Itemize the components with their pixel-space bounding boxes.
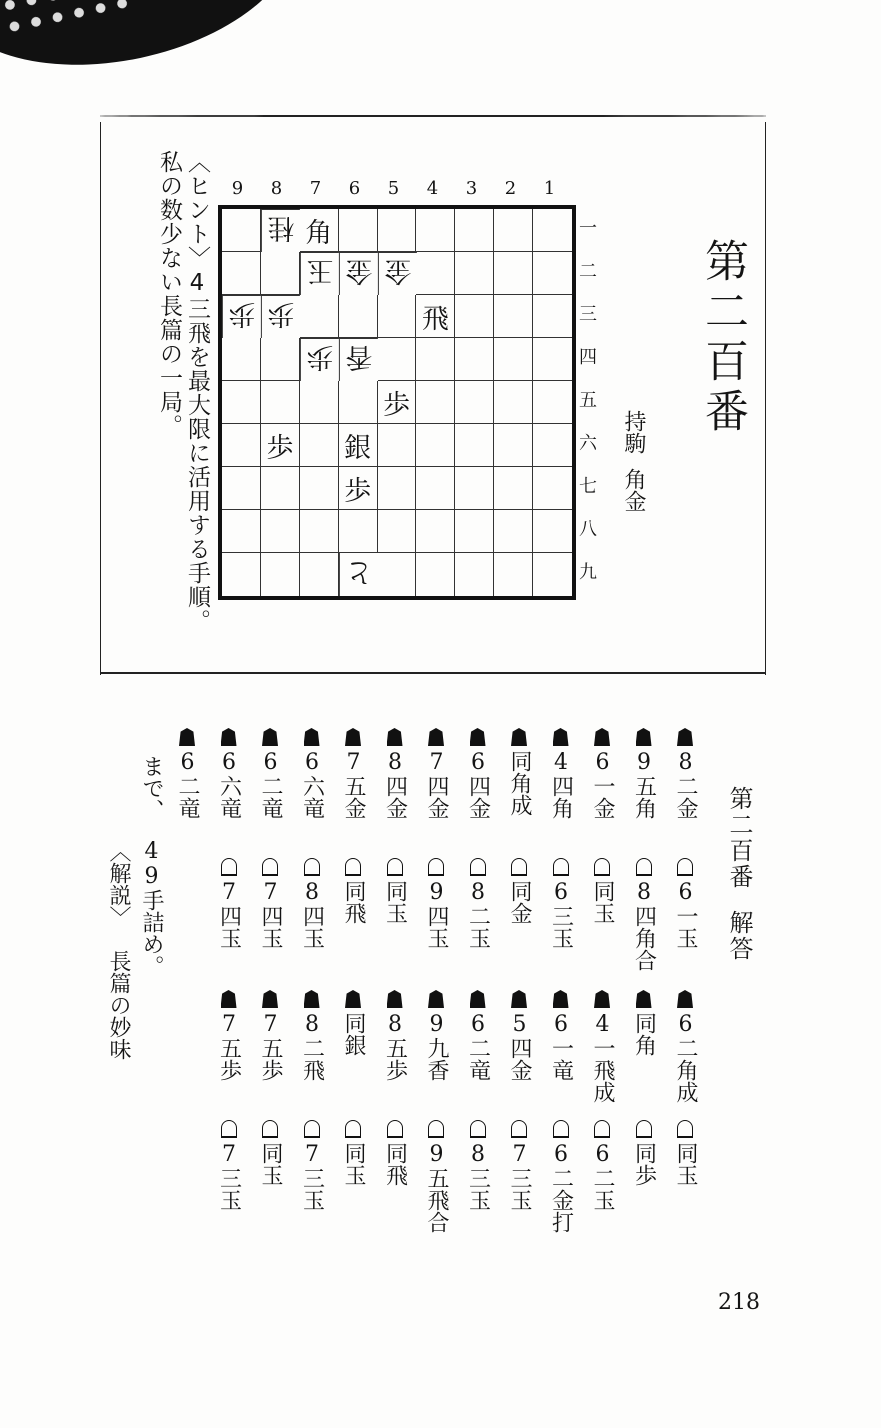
move-notation: 同玉 — [673, 1142, 698, 1186]
gote-move — [504, 1120, 534, 1219]
gote-piece-icon — [345, 1120, 361, 1138]
gote-move — [670, 1120, 700, 1194]
sente-move — [338, 990, 368, 1064]
board-square — [339, 510, 378, 553]
sente-move — [463, 728, 493, 827]
move-notation: 6二玉 — [590, 1142, 615, 1211]
gote-piece-icon — [553, 858, 569, 876]
move-notation: 5四金 — [507, 1012, 532, 1081]
sente-move — [297, 990, 327, 1089]
board-square — [378, 295, 417, 338]
move-notation: 9四玉 — [424, 880, 449, 949]
board-square — [261, 381, 300, 424]
gote-piece-icon — [262, 858, 278, 876]
move-notation: 7四玉 — [216, 880, 242, 949]
sente-piece-icon — [636, 990, 652, 1008]
hint-line-2: 私の数少ない長篇の一局。 — [156, 150, 182, 438]
sente-piece-icon — [677, 728, 693, 746]
conclusion-part-1: まで、 — [139, 755, 164, 821]
move-notation: 同銀 — [341, 1012, 366, 1056]
gote-piece-icon — [511, 1120, 527, 1138]
board-square — [494, 381, 533, 424]
board-square — [261, 510, 300, 553]
gote-move — [546, 1120, 576, 1241]
gote-piece: 金 — [378, 252, 417, 295]
sente-piece-icon — [511, 990, 527, 1008]
board-square — [533, 510, 572, 553]
gote-piece: 歩 — [261, 295, 300, 338]
board-square — [300, 510, 339, 553]
board-square — [378, 338, 417, 381]
board-square — [533, 467, 572, 510]
file-label: 6 — [348, 178, 361, 199]
hint-text — [155, 150, 211, 670]
sente-move — [546, 728, 576, 827]
move-notation: 8四玉 — [299, 880, 325, 949]
sente-piece-icon — [387, 990, 403, 1008]
board-square — [222, 510, 261, 553]
sente-piece-icon — [262, 990, 278, 1008]
gote-piece: 歩 — [300, 338, 339, 381]
board-square — [378, 209, 417, 252]
move-notation: 同玉 — [382, 880, 408, 924]
sente-move — [463, 990, 493, 1089]
move-notation: 4四角 — [548, 750, 574, 819]
gote-move — [463, 1120, 493, 1219]
gote-piece-icon — [511, 858, 527, 876]
gote-piece-icon — [221, 1120, 237, 1138]
board-square — [494, 467, 533, 510]
gote-piece-icon — [428, 1120, 444, 1138]
rank-label: 五 — [579, 389, 597, 411]
board-square — [533, 295, 572, 338]
move-notation: 8二玉 — [465, 880, 491, 949]
move-notation: 8四角合 — [631, 880, 657, 971]
move-notation: 6二竜 — [258, 750, 283, 819]
sente-move — [546, 990, 576, 1089]
move-notation: 6一玉 — [673, 880, 698, 949]
rank-label: 八 — [579, 518, 597, 540]
board-square — [533, 553, 572, 596]
file-label: 3 — [465, 178, 478, 199]
board-square — [533, 209, 572, 252]
move-notation: 6六竜 — [299, 750, 325, 819]
move-notation: 6一竜 — [548, 1012, 574, 1081]
board-square — [494, 510, 533, 553]
board-square — [222, 467, 261, 510]
rank-label: 三 — [579, 303, 597, 325]
move-notation: 8二金 — [673, 750, 698, 819]
board-square — [300, 553, 339, 596]
board-square — [261, 252, 300, 295]
rank-label: 一 — [579, 217, 597, 239]
move-notation: 6二竜 — [465, 1012, 491, 1081]
sente-piece: 角 — [300, 209, 339, 252]
gote-piece-icon — [594, 1120, 610, 1138]
sente-move — [629, 990, 659, 1064]
gote-move — [504, 858, 534, 932]
move-notation: 6四金 — [465, 750, 491, 819]
move-notation: 7四玉 — [258, 880, 283, 949]
board-square — [533, 381, 572, 424]
board-square — [261, 553, 300, 596]
file-label: 2 — [504, 178, 517, 199]
move-notation: 同金 — [507, 880, 532, 924]
gote-piece-icon — [387, 858, 403, 876]
board-square — [416, 209, 455, 252]
board-square — [416, 338, 455, 381]
move-notation: 6三玉 — [548, 880, 574, 949]
board-square — [455, 424, 494, 467]
gote-move — [670, 858, 700, 957]
board-square — [222, 381, 261, 424]
board-square — [533, 338, 572, 381]
file-label: 7 — [309, 178, 322, 199]
board-square — [300, 467, 339, 510]
move-notation: 8三玉 — [465, 1142, 491, 1211]
board-square — [533, 252, 572, 295]
board-square — [339, 209, 378, 252]
gote-piece: と — [339, 553, 378, 596]
gote-piece-icon — [345, 858, 361, 876]
gote-piece-icon — [677, 858, 693, 876]
board-square — [378, 467, 417, 510]
page-corner-shadow — [0, 0, 317, 95]
move-notation: 7三玉 — [507, 1142, 532, 1211]
file-labels — [218, 178, 569, 199]
sente-piece: 飛 — [416, 295, 455, 338]
sente-piece: 歩 — [261, 424, 300, 467]
board-square — [300, 381, 339, 424]
rank-label: 九 — [579, 561, 597, 583]
board-square — [339, 295, 378, 338]
move-notation: 4一飛成 — [590, 1012, 615, 1103]
sente-piece-icon — [553, 990, 569, 1008]
pieces-in-hand-value: 角金 — [621, 468, 646, 512]
gote-move — [629, 1120, 659, 1194]
move-notation: 同玉 — [590, 880, 615, 924]
gote-piece-icon — [304, 858, 320, 876]
gote-piece-icon — [553, 1120, 569, 1138]
gote-piece-icon — [636, 858, 652, 876]
board-square — [416, 510, 455, 553]
gote-move — [421, 858, 451, 957]
move-notation: 7五歩 — [258, 1012, 283, 1081]
sente-move — [670, 728, 700, 827]
board-square — [494, 553, 533, 596]
sente-piece-icon — [428, 728, 444, 746]
sente-piece: 銀 — [339, 424, 378, 467]
gote-move — [546, 858, 576, 957]
pieces-in-hand-label: 持駒 — [621, 410, 646, 454]
move-notation: 6六竜 — [216, 750, 242, 819]
sente-move — [297, 728, 327, 827]
gote-piece-icon — [221, 858, 237, 876]
sente-piece-icon — [677, 990, 693, 1008]
move-notation: 同角成 — [507, 750, 532, 816]
board-square — [416, 553, 455, 596]
gote-move — [380, 1120, 410, 1194]
gote-move — [587, 1120, 617, 1219]
gote-move — [214, 1120, 244, 1219]
gote-piece: 金 — [339, 252, 378, 295]
move-notation: 7五歩 — [216, 1012, 242, 1081]
board-square — [494, 252, 533, 295]
sente-piece-icon — [553, 728, 569, 746]
move-notation: 8五歩 — [382, 1012, 408, 1081]
move-notation: 6二金打 — [548, 1142, 574, 1233]
gote-piece: 香 — [339, 338, 378, 381]
file-label: 8 — [270, 178, 283, 199]
frame-bottom-border — [100, 672, 766, 674]
sente-move — [587, 728, 617, 827]
sente-move — [421, 990, 451, 1089]
gote-move — [463, 858, 493, 957]
rank-label: 六 — [579, 432, 597, 454]
sente-move — [172, 728, 202, 827]
sente-piece-icon — [221, 990, 237, 1008]
move-notation: 同飛 — [341, 880, 366, 924]
sente-piece-icon — [262, 728, 278, 746]
gote-piece-icon — [470, 1120, 486, 1138]
board-square — [378, 553, 417, 596]
hint-line-1: 〈ヒント〉4三飛を最大限に活用する手順。 — [184, 150, 210, 633]
sente-move — [380, 990, 410, 1089]
board-square — [261, 338, 300, 381]
gote-move — [297, 858, 327, 957]
board-square — [455, 553, 494, 596]
gote-piece-icon — [470, 858, 486, 876]
gote-piece: 桂 — [261, 209, 300, 252]
conclusion-text — [137, 755, 165, 977]
gote-move — [421, 1120, 451, 1241]
answer-title-main: 第二百番 — [725, 786, 753, 890]
board-square — [222, 424, 261, 467]
sente-move — [380, 728, 410, 827]
gote-move — [297, 1120, 327, 1219]
move-notation: 7五金 — [341, 750, 366, 819]
move-notation: 9五角 — [631, 750, 657, 819]
sente-piece: 歩 — [339, 467, 378, 510]
move-notation: 同飛 — [382, 1142, 408, 1186]
sente-move — [504, 990, 534, 1089]
shogi-board — [218, 205, 576, 600]
file-label: 4 — [426, 178, 439, 199]
board-square — [300, 295, 339, 338]
rank-label: 二 — [579, 260, 597, 282]
sente-move — [629, 728, 659, 827]
board-square — [222, 209, 261, 252]
board-square — [455, 338, 494, 381]
gote-piece-icon — [428, 858, 444, 876]
rank-labels — [576, 205, 600, 592]
rank-label: 四 — [579, 346, 597, 368]
problem-title: 第二百番 — [697, 238, 748, 438]
commentary-label: 〈解説〉 — [106, 840, 131, 928]
board-square — [455, 381, 494, 424]
move-notation: 同玉 — [341, 1142, 366, 1186]
sente-move — [255, 990, 285, 1089]
sente-piece-icon — [345, 728, 361, 746]
board-square — [378, 424, 417, 467]
sente-piece-icon — [387, 728, 403, 746]
board-square — [455, 209, 494, 252]
move-notation: 9九香 — [424, 1012, 449, 1081]
sente-piece-icon — [594, 728, 610, 746]
gote-move — [338, 1120, 368, 1194]
board-square — [494, 338, 533, 381]
move-notation: 同玉 — [258, 1142, 283, 1186]
conclusion-part-2: 49手詰め。 — [139, 839, 164, 977]
sente-piece-icon — [179, 728, 195, 746]
board-square — [416, 424, 455, 467]
commentary-title: 長篇の妙味 — [106, 950, 131, 1060]
move-notation: 8四金 — [382, 750, 408, 819]
board-square — [533, 424, 572, 467]
move-notation: 8二飛 — [299, 1012, 325, 1081]
board-square — [494, 295, 533, 338]
gote-piece-icon — [636, 1120, 652, 1138]
move-notation: 同歩 — [631, 1142, 657, 1186]
pieces-in-hand — [618, 410, 649, 512]
gote-piece: 歩 — [222, 295, 261, 338]
sente-piece: 歩 — [378, 381, 417, 424]
board-square — [222, 338, 261, 381]
move-notation: 6二竜 — [175, 750, 200, 819]
board-square — [494, 424, 533, 467]
board-square — [416, 381, 455, 424]
gote-move — [255, 858, 285, 957]
board-square — [455, 295, 494, 338]
sente-piece-icon — [594, 990, 610, 1008]
answer-title — [722, 786, 757, 962]
board-square — [261, 467, 300, 510]
file-label: 1 — [543, 178, 556, 199]
gote-move — [338, 858, 368, 932]
board-square — [339, 381, 378, 424]
move-notation: 6一金 — [590, 750, 615, 819]
gote-piece-icon — [304, 1120, 320, 1138]
sente-piece-icon — [221, 728, 237, 746]
board-square — [494, 209, 533, 252]
board-square — [416, 252, 455, 295]
gote-move — [380, 858, 410, 932]
sente-move — [255, 728, 285, 827]
sente-piece-icon — [470, 728, 486, 746]
gote-piece-icon — [677, 1120, 693, 1138]
sente-move — [214, 728, 244, 827]
board-square — [378, 510, 417, 553]
sente-move — [214, 990, 244, 1089]
gote-move — [587, 858, 617, 932]
commentary-heading — [104, 840, 132, 1060]
rank-label: 七 — [579, 475, 597, 497]
move-notation: 7三玉 — [299, 1142, 325, 1211]
move-notation: 9五飛合 — [424, 1142, 449, 1233]
move-notation: 6二角成 — [673, 1012, 698, 1103]
frame-top-border — [100, 115, 766, 117]
sente-piece-icon — [345, 990, 361, 1008]
sente-move — [421, 728, 451, 827]
gote-piece-icon — [594, 858, 610, 876]
board-square — [300, 424, 339, 467]
sente-piece-icon — [428, 990, 444, 1008]
gote-piece: 玉 — [300, 252, 339, 295]
move-notation: 同角 — [631, 1012, 657, 1056]
gote-piece-icon — [262, 1120, 278, 1138]
sente-piece-icon — [304, 728, 320, 746]
gote-piece-icon — [387, 1120, 403, 1138]
sente-piece-icon — [304, 990, 320, 1008]
answer-move-list — [170, 728, 700, 1288]
answer-title-sub: 解答 — [725, 910, 753, 962]
page-number: 218 — [718, 1290, 760, 1315]
sente-move — [338, 728, 368, 827]
sente-piece-icon — [470, 990, 486, 1008]
move-notation: 7三玉 — [216, 1142, 242, 1211]
gote-move — [214, 858, 244, 957]
sente-piece-icon — [511, 728, 527, 746]
move-notation: 7四金 — [424, 750, 449, 819]
sente-piece-icon — [636, 728, 652, 746]
board-square — [455, 510, 494, 553]
board-square — [455, 252, 494, 295]
board-square — [455, 467, 494, 510]
sente-move — [504, 728, 534, 824]
file-label: 5 — [387, 178, 400, 199]
gote-move — [629, 858, 659, 979]
gote-move — [255, 1120, 285, 1194]
file-label: 9 — [231, 178, 244, 199]
sente-move — [670, 990, 700, 1111]
board-square — [416, 467, 455, 510]
board-square — [222, 553, 261, 596]
sente-move — [587, 990, 617, 1111]
board-square — [222, 252, 261, 295]
